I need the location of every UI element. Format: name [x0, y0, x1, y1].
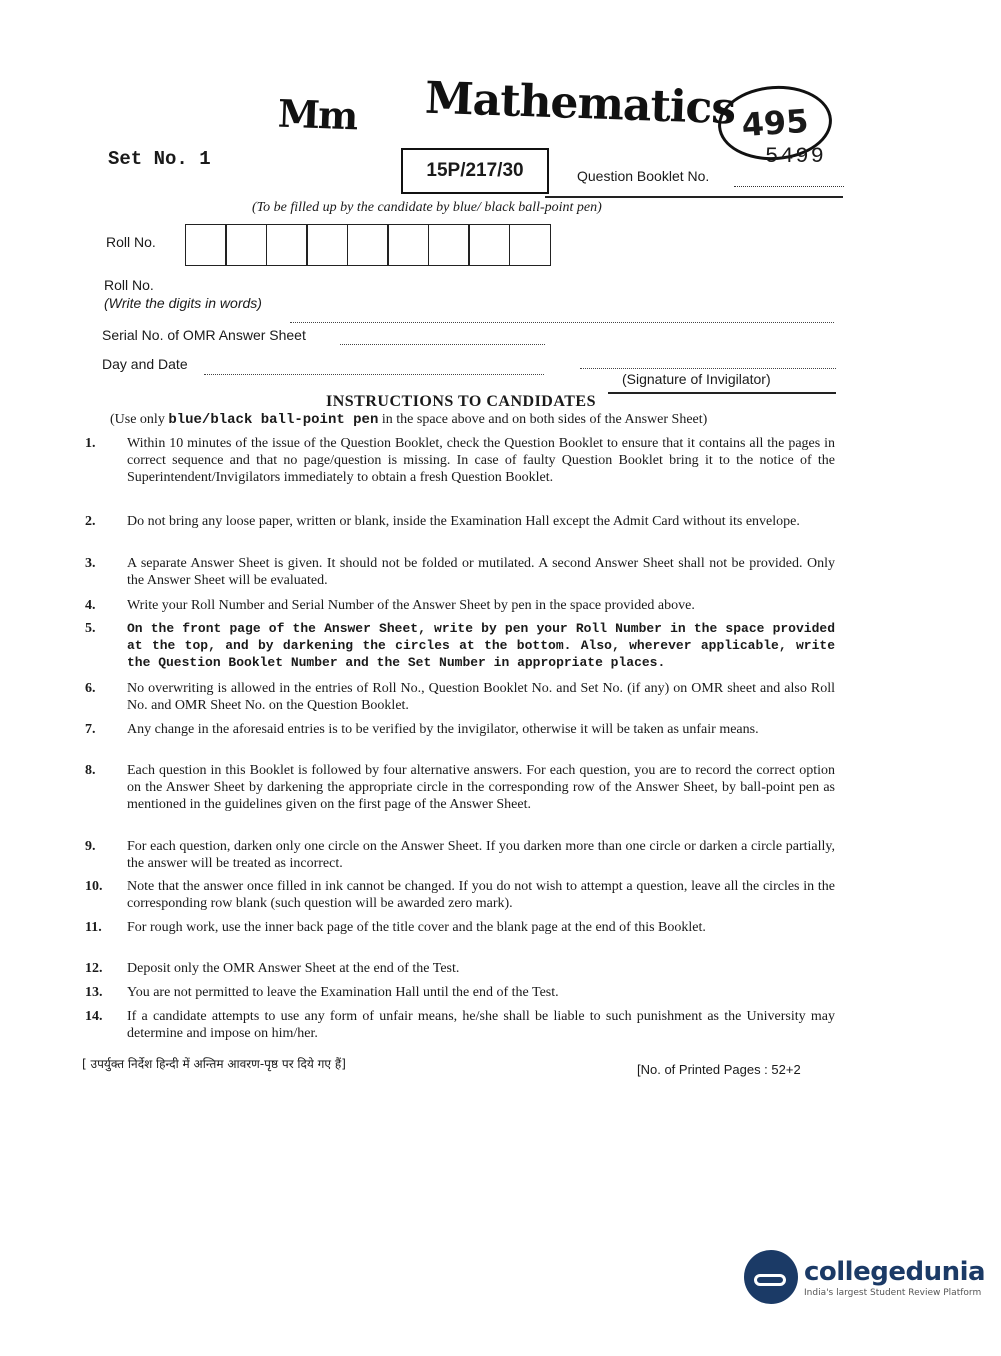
circled-number: 495 — [716, 82, 835, 164]
fill-note: (To be filled up by the candidate by blue/ black ball-point pen) — [252, 200, 602, 215]
roll-no-words-hint: (Write the digits in words) — [104, 295, 262, 311]
instructions-heading: INSTRUCTIONS TO CANDIDATES — [326, 393, 596, 410]
instruction-item: 4. Write your Roll Number and Serial Number of the Answer Sheet by pen in the space provided above. — [85, 598, 695, 613]
hindi-note: [ उपर्युक्त निर्देश हिन्दी में अन्तिम आवरण-पृष्ठ पर दिये गए हैं] — [82, 1057, 346, 1071]
signature-field[interactable] — [580, 368, 836, 369]
roll-digit-box[interactable] — [428, 224, 470, 266]
roll-no-words-field[interactable] — [290, 322, 834, 323]
logo-name: collegedunia — [804, 1256, 986, 1287]
roll-digit-box[interactable] — [225, 224, 267, 266]
logo-tagline: India's largest Student Review Platform — [804, 1287, 982, 1298]
instruction-item: 2. Do not bring any loose paper, written or blank, inside the Examination Hall except the Admit Card without its envelope. — [85, 514, 800, 529]
instruction-item: 6. No overwriting is allowed in the entries of Roll No., Question Booklet No. and Set No. (if any) on OMR sheet and also Roll No. and OMR Sheet No. on the Question Booklet. — [85, 681, 835, 713]
question-booklet-label: Question Booklet No. — [577, 168, 710, 184]
handwritten-initials: Mm — [277, 90, 358, 139]
roll-digit-box[interactable] — [185, 224, 227, 266]
roll-no-label: Roll No. — [106, 234, 156, 250]
instruction-item: 1. Within 10 minutes of the issue of the Question Booklet, check the Question Booklet to ensure that it contains all the pages in correct sequence and that no page/question is missing. In case of faulty Question Booklet bring it to the notice of the Superintendent/Invigilators immediately to obtain a fresh Question Booklet. — [85, 436, 835, 485]
roll-no-boxes[interactable] — [186, 224, 551, 266]
instructions-subheading: (Use only blue/black ball-point pen in the space above and on both sides of the Answer Sheet) — [110, 412, 708, 428]
top-rule — [545, 196, 843, 198]
handwritten-subject: Mathematics — [424, 72, 736, 135]
roll-digit-box[interactable] — [509, 224, 551, 266]
paper-code: 15P/217/30 — [401, 148, 549, 194]
booklet-number: 5499 — [765, 144, 826, 169]
instruction-item: 10. Note that the answer once filled in ink cannot be changed. If you do not wish to attempt a question, leave all the circles in the corresponding row blank (such question will be awarded zero mark). — [85, 879, 835, 911]
instruction-item: 5. On the front page of the Answer Sheet, write by pen your Roll Number in the space provided at the top, and by darkening the circles at the bottom. Also, wherever applicable, write the Question Booklet Number and the Set Number in appropriate places. — [85, 621, 835, 670]
instruction-item: 12. Deposit only the OMR Answer Sheet at the end of the Test. — [85, 961, 460, 976]
instruction-item: 7. Any change in the aforesaid entries is to be verified by the invigilator, otherwise it will be taken as unfair means. — [85, 722, 759, 737]
instruction-item: 13. You are not permitted to leave the Examination Hall until the end of the Test. — [85, 985, 559, 1000]
day-date-field[interactable] — [204, 374, 544, 375]
roll-digit-box[interactable] — [306, 224, 348, 266]
serial-no-field[interactable] — [340, 344, 545, 345]
serial-no-label: Serial No. of OMR Answer Sheet — [102, 327, 306, 343]
mascot-icon — [744, 1250, 798, 1304]
printed-pages: [No. of Printed Pages : 52+2 — [637, 1062, 801, 1077]
instruction-item: 8. Each question in this Booklet is followed by four alternative answers. For each question, you are to record the correct option on the Answer Sheet by darkening the appropriate circle in the corresponding row of the Answer Sheet, by ball-point pen as mentioned in the guidelines given on the first page of the Answer Sheet. — [85, 763, 835, 812]
roll-digit-box[interactable] — [387, 224, 429, 266]
day-date-label: Day and Date — [102, 356, 188, 372]
signature-rule — [608, 392, 836, 394]
collegedunia-logo[interactable] — [744, 1250, 985, 1304]
question-booklet-field[interactable] — [734, 170, 844, 187]
instruction-item: 9. For each question, darken only one circle on the Answer Sheet. If you darken more than one circle or darken a circle partially, the answer will be treated as incorrect. — [85, 839, 835, 871]
set-number: Set No. 1 — [108, 148, 211, 170]
signature-label: (Signature of Invigilator) — [622, 371, 771, 387]
instruction-item: 14. If a candidate attempts to use any form of unfair means, he/she shall be liable to such punishment as the University may determine and impose on him/her. — [85, 1009, 835, 1041]
instruction-item: 3. A separate Answer Sheet is given. It should not be folded or mutilated. A second Answer Sheet shall not be provided. Only the Answer Sheet will be evaluated. — [85, 556, 835, 588]
roll-digit-box[interactable] — [468, 224, 510, 266]
roll-no-words-label: Roll No. — [104, 277, 154, 293]
roll-digit-box[interactable] — [266, 224, 308, 266]
instruction-item: 11. For rough work, use the inner back page of the title cover and the blank page at the end of this Booklet. — [85, 920, 706, 935]
roll-digit-box[interactable] — [347, 224, 389, 266]
